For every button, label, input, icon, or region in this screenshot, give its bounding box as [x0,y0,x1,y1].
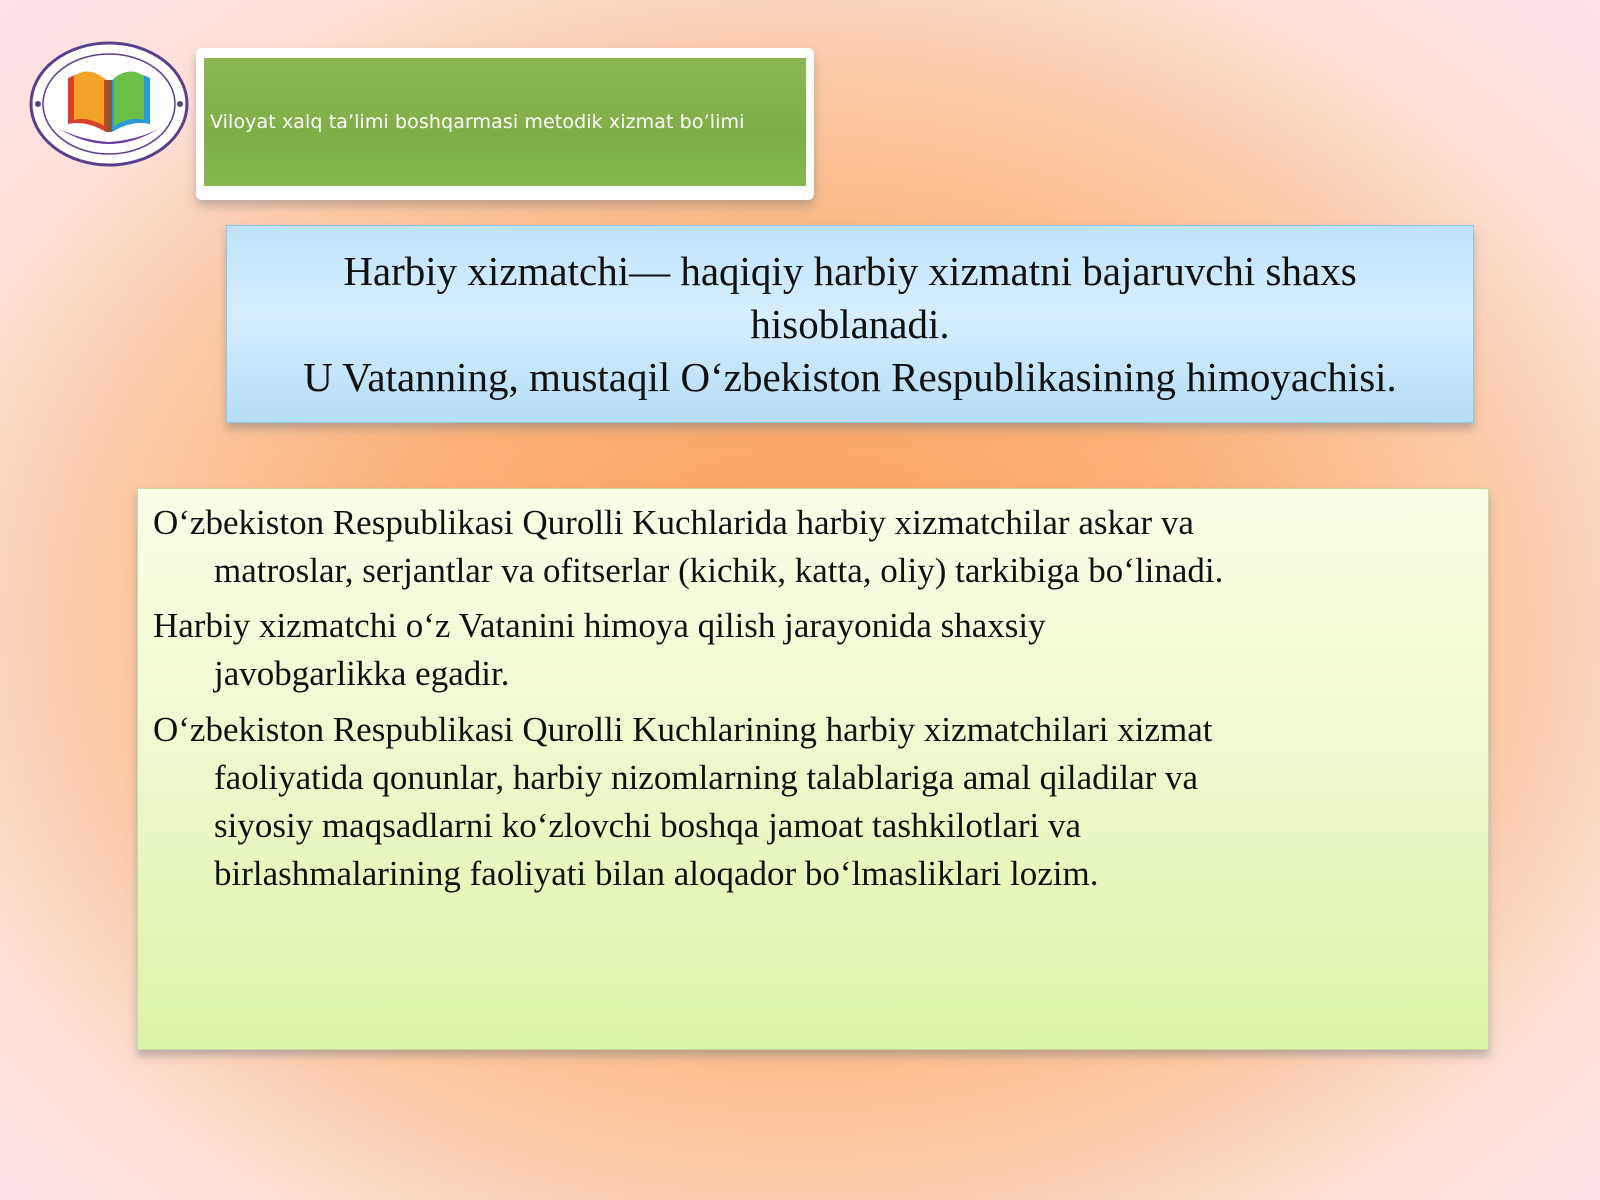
definition-box [226,225,1474,423]
logo-emblem [28,40,190,168]
paragraph-1 [153,499,1398,595]
paragraph-line: siyosiy maqsadlarni ko‘zlovchi boshqa jamoat tashkilotlari va [214,806,1082,845]
definition-line-2: hisoblanadi. [750,300,950,347]
paragraph-line: javobgarlikka egadir. [214,654,510,693]
paragraph-3 [153,706,1398,898]
header-title: Viloyat xalq ta’limi boshqarmasi metodik xizmat bo’limi [210,111,745,133]
paragraph-line: Harbiy xizmatchi o‘z Vatanini himoya qilish jarayonida shaxsiy [153,606,1046,645]
paragraph-line: matroslar, serjantlar va ofitserlar (kichik, katta, oliy) tarkibiga bo‘linadi. [214,551,1224,590]
paragraph-line: O‘zbekiston Respublikasi Qurolli Kuchlarida harbiy xizmatchilar askar va [153,503,1194,542]
paragraph-line: O‘zbekiston Respublikasi Qurolli Kuchlarining harbiy xizmatchilari xizmat [153,710,1213,749]
header-banner-fill [204,58,806,186]
header-banner [196,48,814,200]
definition-line-3: U Vatanning, mustaqil O‘zbekiston Respublikasining himoyachisi. [303,353,1397,400]
definition-line-1: Harbiy xizmatchi— haqiqiy harbiy xizmatni bajaruvchi shaxs [343,247,1357,294]
paragraph-line: birlashmalarining faoliyati bilan aloqador bo‘lmasliklari lozim. [214,854,1099,893]
paragraph-2 [153,602,1398,698]
content-box [137,488,1489,1050]
open-book-emblem-icon [28,40,190,168]
paragraph-line: faoliyatida qonunlar, harbiy nizomlarning talablariga amal qiladilar va [214,758,1199,797]
